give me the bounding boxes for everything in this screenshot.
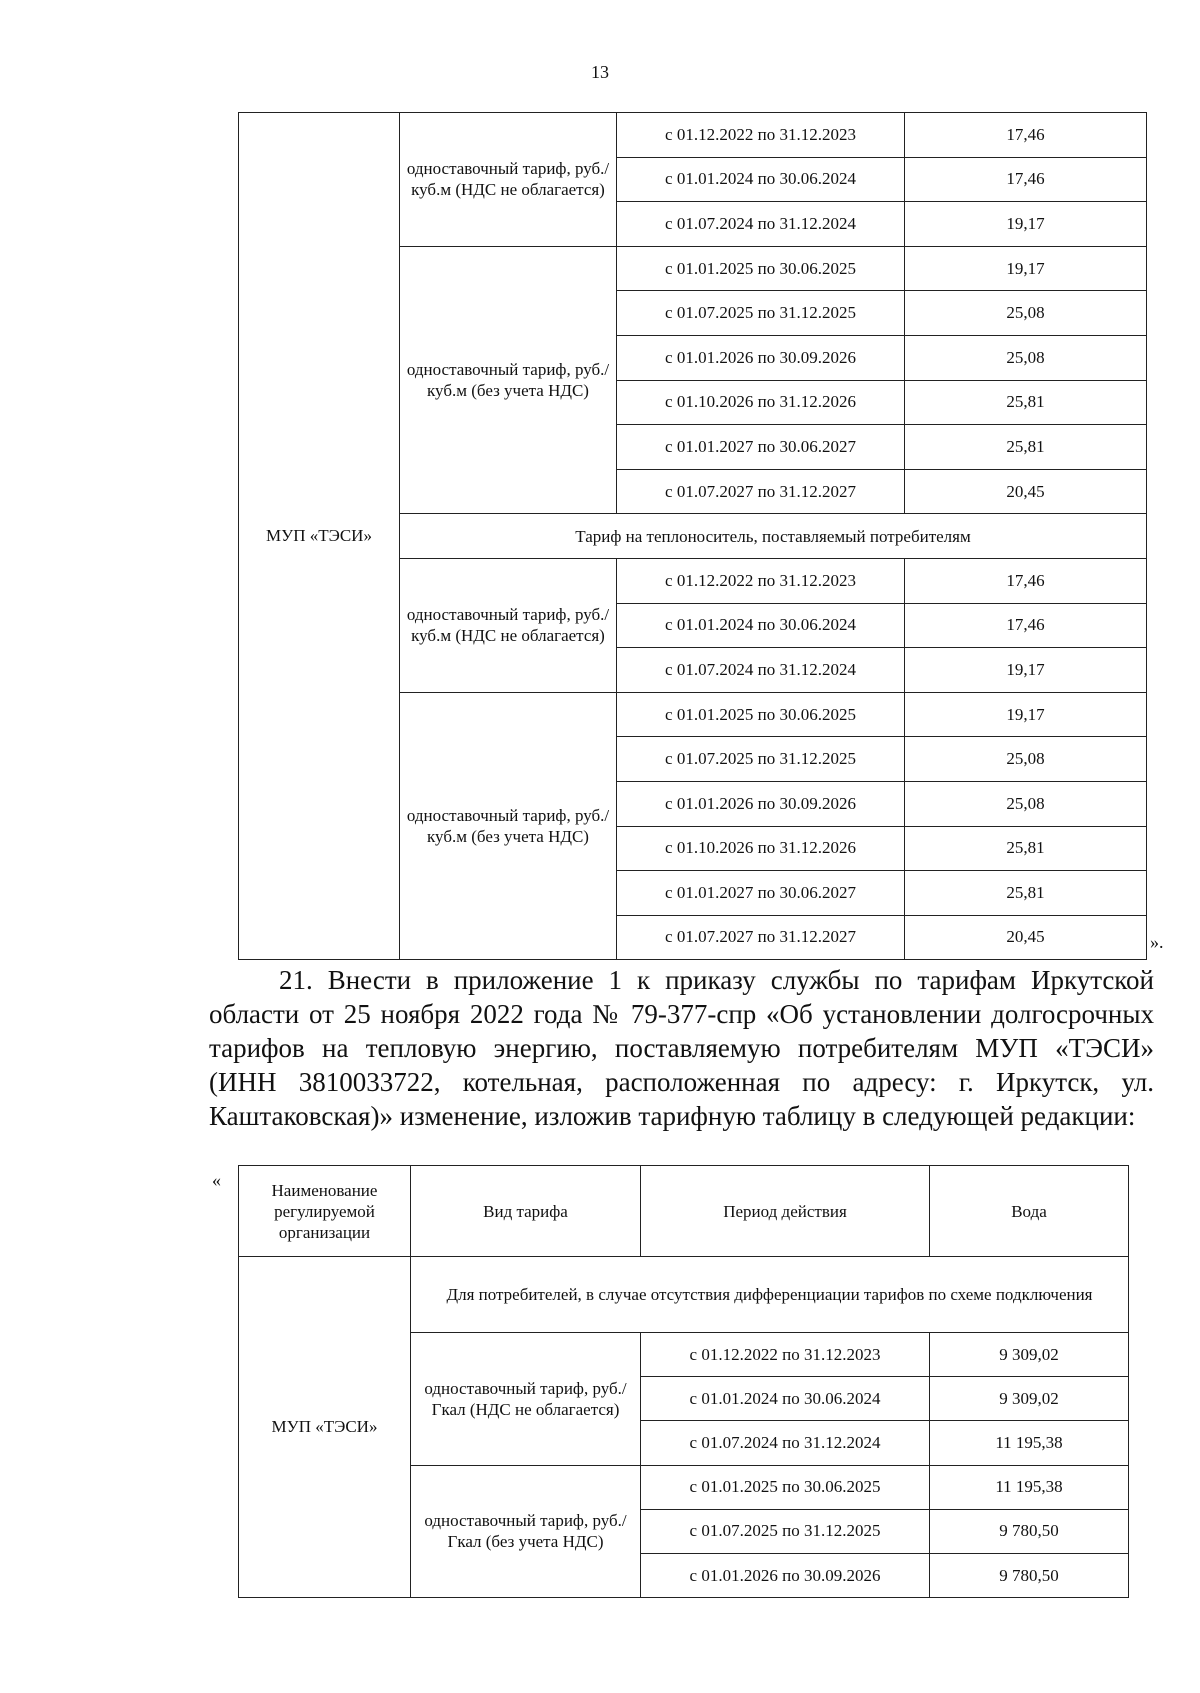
period-cell: с 01.07.2027 по 31.12.2027 (617, 469, 905, 514)
header-water: Вода (930, 1166, 1129, 1257)
value-cell: 25,08 (905, 781, 1147, 826)
period-cell: с 01.01.2024 по 30.06.2024 (641, 1377, 930, 1421)
org-name-cell: МУП «ТЭСИ» (239, 113, 400, 960)
period-cell: с 01.01.2024 по 30.06.2024 (617, 603, 905, 648)
value-cell: 25,81 (905, 380, 1147, 425)
closing-quote-mark: ». (1150, 932, 1164, 952)
value-cell: 17,46 (905, 558, 1147, 603)
section-heading-cell: Тариф на теплоноситель, поставляемый потребителям (400, 514, 1147, 559)
period-cell: с 01.07.2025 по 31.12.2025 (641, 1509, 930, 1553)
tariff-kind-cell: одноставочный тариф, руб./куб.м (без учета НДС) (400, 692, 617, 960)
value-cell: 19,17 (905, 246, 1147, 291)
period-cell: с 01.12.2022 по 31.12.2023 (617, 113, 905, 158)
value-cell: 20,45 (905, 915, 1147, 960)
tariff-table-continued (238, 112, 1147, 960)
period-cell: с 01.01.2026 по 30.09.2026 (641, 1553, 930, 1597)
period-cell: с 01.10.2026 по 31.12.2026 (617, 826, 905, 871)
value-cell: 17,46 (905, 603, 1147, 648)
amendment-paragraph (209, 963, 1154, 1133)
header-period: Период действия (641, 1166, 930, 1257)
tariff-table-new (238, 1165, 1129, 1598)
value-cell: 25,08 (905, 291, 1147, 336)
period-cell: с 01.07.2024 по 31.12.2024 (641, 1421, 930, 1465)
period-cell: с 01.07.2027 по 31.12.2027 (617, 915, 905, 960)
value-cell: 19,17 (905, 202, 1147, 247)
tariff-kind-cell: одноставочный тариф, руб./куб.м (НДС не облагается) (400, 558, 617, 692)
value-cell: 20,45 (905, 469, 1147, 514)
period-cell: с 01.01.2025 по 30.06.2025 (641, 1465, 930, 1509)
period-cell: с 01.10.2026 по 31.12.2026 (617, 380, 905, 425)
header-org: Наименование регулируемой организации (239, 1166, 411, 1257)
value-cell: 9 309,02 (930, 1333, 1129, 1377)
period-cell: с 01.01.2025 по 30.06.2025 (617, 246, 905, 291)
paragraph-text: Внести в приложение 1 к приказу службы по тарифам Иркутской области от 25 ноября 2022 года № 79-377-спр «Об установлении долгосрочных тарифов на тепловую энергию, поставляемую потребителям МУП «ТЭСИ» (ИНН 3810033722, котельная, расположенная по адресу: г. Иркутск, ул. Каштаковская)» изменение, изложив тарифную таблицу в следующей редакции: (209, 965, 1155, 1131)
tariff-kind-cell: одноставочный тариф, руб./куб.м (без учета НДС) (400, 246, 617, 514)
paragraph-number: 21. (279, 965, 313, 995)
period-cell: с 01.01.2027 по 30.06.2027 (617, 871, 905, 916)
value-cell: 25,81 (905, 826, 1147, 871)
page-number: 13 (591, 62, 609, 82)
period-cell: с 01.01.2026 по 30.09.2026 (617, 781, 905, 826)
tariff-kind-cell: одноставочный тариф, руб./куб.м (НДС не облагается) (400, 113, 617, 247)
value-cell: 9 780,50 (930, 1553, 1129, 1597)
period-cell: с 01.07.2024 по 31.12.2024 (617, 648, 905, 693)
value-cell: 19,17 (905, 648, 1147, 693)
value-cell: 17,46 (905, 113, 1147, 158)
tariff-kind-cell: одноставочный тариф, руб./Гкал (без учета НДС) (411, 1465, 641, 1598)
value-cell: 9 309,02 (930, 1377, 1129, 1421)
period-cell: с 01.12.2022 по 31.12.2023 (617, 558, 905, 603)
period-cell: с 01.01.2024 по 30.06.2024 (617, 157, 905, 202)
value-cell: 11 195,38 (930, 1421, 1129, 1465)
period-cell: с 01.07.2025 по 31.12.2025 (617, 291, 905, 336)
header-kind: Вид тарифа (411, 1166, 641, 1257)
value-cell: 25,08 (905, 335, 1147, 380)
period-cell: с 01.07.2025 по 31.12.2025 (617, 737, 905, 782)
value-cell: 11 195,38 (930, 1465, 1129, 1509)
section-heading-cell: Для потребителей, в случае отсутствия дифференциации тарифов по схеме подключения (411, 1257, 1129, 1333)
period-cell: с 01.12.2022 по 31.12.2023 (641, 1333, 930, 1377)
value-cell: 17,46 (905, 157, 1147, 202)
org-name-cell: МУП «ТЭСИ» (239, 1257, 411, 1598)
value-cell: 25,81 (905, 871, 1147, 916)
period-cell: с 01.01.2025 по 30.06.2025 (617, 692, 905, 737)
value-cell: 25,08 (905, 737, 1147, 782)
value-cell: 19,17 (905, 692, 1147, 737)
period-cell: с 01.07.2024 по 31.12.2024 (617, 202, 905, 247)
value-cell: 9 780,50 (930, 1509, 1129, 1553)
period-cell: с 01.01.2026 по 30.09.2026 (617, 335, 905, 380)
opening-quote-mark: « (212, 1170, 221, 1190)
tariff-kind-cell: одноставочный тариф, руб./Гкал (НДС не облагается) (411, 1333, 641, 1466)
period-cell: с 01.01.2027 по 30.06.2027 (617, 425, 905, 470)
value-cell: 25,81 (905, 425, 1147, 470)
